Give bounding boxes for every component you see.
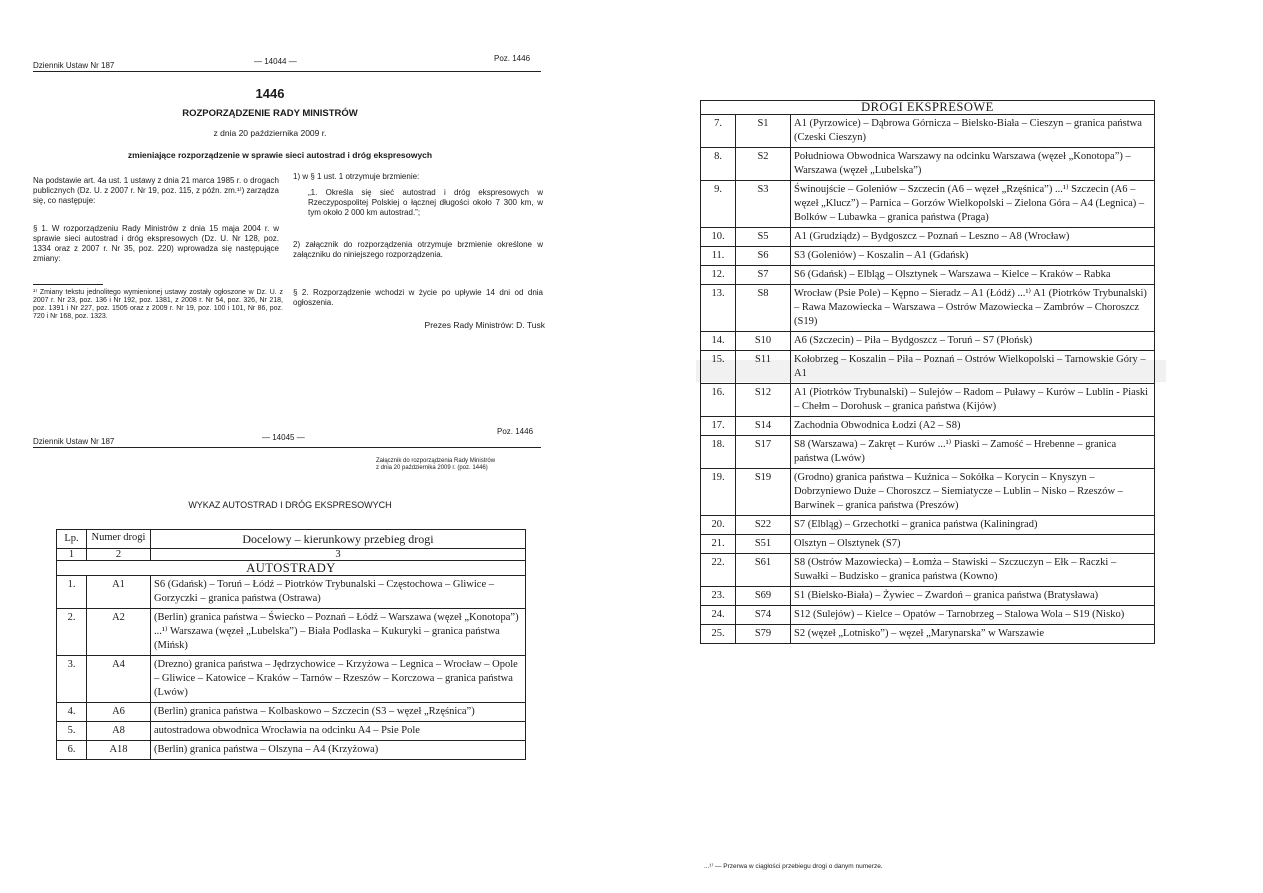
row-number: 15. — [701, 351, 736, 384]
road-number: A6 — [87, 703, 151, 722]
table-row — [701, 266, 1155, 285]
section-motorways: AUTOSTRADY — [57, 561, 526, 576]
paragraph-1: § 1. W rozporządzeniu Rady Ministrów z dnia 15 maja 2004 r. w sprawie sieci autostrad i dróg ekspresowych (Dz. U. Nr 128, poz. 1334 oraz z 2007 r. Nr 35, poz. 220) wprowadza się następujące zmiany: — [33, 224, 279, 263]
road-description: S12 (Sulejów) – Kielce – Opatów – Tarnobrzeg – Stalowa Wola – S19 (Nisko) — [791, 606, 1155, 625]
row-number: 19. — [701, 469, 736, 516]
paragraph-2: § 2. Rozporządzenie wchodzi w życie po upływie 14 dni od dnia ogłoszenia. — [293, 288, 543, 307]
right-footnote: ...¹⁾ — Przerwa w ciągłości przebiegu drogi o danym numerze. — [704, 863, 883, 870]
road-number: S12 — [736, 384, 791, 417]
row-number: 14. — [701, 332, 736, 351]
row-number: 12. — [701, 266, 736, 285]
page-header-right: Poz. 1446 — [494, 54, 531, 63]
table-row — [701, 285, 1155, 332]
road-description: S1 (Bielsko-Biała) – Żywiec – Zwardoń – granica państwa (Bratysława) — [791, 587, 1155, 606]
road-description: (Grodno) granica państwa – Kuźnica – Sokółka – Korycin – Knyszyn – Dobrzyniewo Duże – Choroszcz – Siemiatycze – Lublin – Nisko – Rzeszów – Barwinek – granica państwa (Preszów) — [791, 469, 1155, 516]
road-description: A1 (Grudziądz) – Bydgoszcz – Poznań – Leszno – A8 (Wrocław) — [791, 228, 1155, 247]
table-row — [57, 576, 526, 609]
amendment-quote: „1. Określa się sieć autostrad i dróg ekspresowych w Rzeczypospolitej Polskiej o łącznej długości około 7 300 km, w tym około 2 000 km autostrad.”; — [308, 188, 543, 217]
road-description: S8 (Ostrów Mazowiecka) – Łomża – Stawiski – Szczuczyn – Ełk – Raczki – Suwałki – Budzisko – granica państwa (Kowno) — [791, 554, 1155, 587]
road-description: Wrocław (Psie Pole) – Kępno – Sieradz – A1 (Łódź) ...¹⁾ A1 (Piotrków Trybunalski) – Rawa Mazowiecka – Warszawa – Ostrów Mazowiecka – Zambrów – Choroszcz (S19) — [791, 285, 1155, 332]
table-row — [57, 741, 526, 760]
road-number: A2 — [87, 609, 151, 656]
page-header-left-2: Dziennik Ustaw Nr 187 — [33, 437, 115, 446]
table-row — [701, 228, 1155, 247]
road-number: S1 — [736, 115, 791, 148]
header-lp: Lp. — [57, 530, 87, 549]
table-row — [701, 535, 1155, 554]
header-rule — [33, 71, 541, 72]
act-title: ROZPORZĄDZENIE RADY MINISTRÓW — [182, 108, 358, 119]
road-description: (Berlin) granica państwa – Kolbaskowo – Szczecin (S3 – węzeł „Rzęśnica”) — [151, 703, 526, 722]
table-row — [701, 469, 1155, 516]
section-expressways: DROGI EKSPRESOWE — [701, 100, 1155, 115]
road-description: (Berlin) granica państwa – Świecko – Poznań – Łódź – Warszawa (węzeł „Konotopa”) ...¹⁾ Warszawa (węzeł „Lubelska”) – Biała Podlaska – Kukuryki – granica państwa (Mińsk) — [151, 609, 526, 656]
table-row — [701, 148, 1155, 181]
road-number: S74 — [736, 606, 791, 625]
road-description: S6 (Gdańsk) – Elbląg – Olsztynek – Warszawa – Kielce – Kraków – Rabka — [791, 266, 1155, 285]
road-description: autostradowa obwodnica Wrocławia na odcinku A4 – Psie Pole — [151, 722, 526, 741]
road-number: S6 — [736, 247, 791, 266]
preamble: Na podstawie art. 4a ust. 1 ustawy z dnia 21 marca 1985 r. o drogach publicznych (Dz. U. z 2007 r. Nr 19, poz. 115, z późn. zm.¹⁾) zarządza się, co następuje: — [33, 176, 279, 205]
row-number: 9. — [701, 181, 736, 228]
index-3: 3 — [151, 549, 526, 561]
table-row — [701, 587, 1155, 606]
row-number: 10. — [701, 228, 736, 247]
road-description: Olsztyn – Olsztynek (S7) — [791, 535, 1155, 554]
road-description: Południowa Obwodnica Warszawy na odcinku Warszawa (węzeł „Konotopa”) – Warszawa (węzeł „Lubelska”) — [791, 148, 1155, 181]
road-number: S2 — [736, 148, 791, 181]
table-row — [701, 625, 1155, 644]
annex-note-line-2: z dnia 20 października 2009 r. (poz. 1446) — [376, 465, 488, 471]
row-number: 4. — [57, 703, 87, 722]
road-number: S8 — [736, 285, 791, 332]
road-description: A6 (Szczecin) – Piła – Bydgoszcz – Toruń – S7 (Płońsk) — [791, 332, 1155, 351]
footnote: ¹⁾ Zmiany tekstu jednolitego wymienionej ustawy zostały ogłoszone w Dz. U. z 2007 r. Nr 23, poz. 136 i Nr 192, poz. 1381, z 2008 r. Nr 54, poz. 326, Nr 218, poz. 1391 i Nr 227, poz. 1505 oraz z 2009 r. Nr 19, poz. 100 i 101, Nr 86, poz. 720 i Nr 168, poz. 1323. — [33, 289, 283, 320]
row-number: 2. — [57, 609, 87, 656]
road-number: A1 — [87, 576, 151, 609]
road-number: S11 — [736, 351, 791, 384]
table-row — [701, 384, 1155, 417]
signature: Prezes Rady Ministrów: D. Tusk — [424, 320, 545, 330]
road-number: A18 — [87, 741, 151, 760]
road-description: (Drezno) granica państwa – Jędrzychowice – Krzyżowa – Legnica – Wrocław – Opole – Gliwice – Katowice – Kraków – Tarnów – Rzeszów – Korczowa – granica państwa (Lwów) — [151, 656, 526, 703]
row-number: 16. — [701, 384, 736, 417]
annex-note — [376, 458, 546, 472]
row-number: 13. — [701, 285, 736, 332]
table-row — [701, 554, 1155, 587]
act-number: 1446 — [255, 86, 285, 101]
header-description: Docelowy – kierunkowy przebieg drogi — [151, 530, 526, 549]
list-title: WYKAZ AUTOSTRAD I DRÓG EKSPRESOWYCH — [188, 500, 392, 510]
table-row — [701, 247, 1155, 266]
road-number: A4 — [87, 656, 151, 703]
road-number: S3 — [736, 181, 791, 228]
row-number: 8. — [701, 148, 736, 181]
row-number: 21. — [701, 535, 736, 554]
act-date: z dnia 20 października 2009 r. — [213, 128, 327, 138]
road-description: S8 (Warszawa) – Zakręt – Kurów ...¹⁾ Piaski – Zamość – Hrebenne – granica państwa (Lwów) — [791, 436, 1155, 469]
table-row — [57, 656, 526, 703]
section-row — [57, 561, 526, 576]
table-row — [57, 703, 526, 722]
table-row — [57, 609, 526, 656]
road-description: (Berlin) granica państwa – Olszyna – A4 (Krzyżowa) — [151, 741, 526, 760]
road-number: S51 — [736, 535, 791, 554]
road-number: S5 — [736, 228, 791, 247]
row-number: 6. — [57, 741, 87, 760]
road-number: S10 — [736, 332, 791, 351]
row-number: 24. — [701, 606, 736, 625]
row-number: 17. — [701, 417, 736, 436]
annex-note-line-1: Załącznik do rozporządzenia Rady Ministrów — [376, 458, 496, 464]
road-number: S69 — [736, 587, 791, 606]
road-description: A1 (Piotrków Trybunalski) – Sulejów – Radom – Puławy – Kurów – Lublin - Piaski – Chełm – Dorohusk – granica państwa (Kijów) — [791, 384, 1155, 417]
expressways-table — [700, 100, 1155, 644]
page-number: — 14044 — — [254, 57, 297, 66]
page-header-left: Dziennik Ustaw Nr 187 — [33, 61, 115, 70]
page-number-2: — 14045 — — [262, 433, 305, 442]
table-row — [701, 332, 1155, 351]
table-row — [701, 516, 1155, 535]
header-road-number: Numer drogi — [87, 530, 151, 549]
amendment-item-2: 2) załącznik do rozporządzenia otrzymuje brzmienie określone w załączniku do niniejszego rozporządzenia. — [293, 240, 543, 259]
road-number: S17 — [736, 436, 791, 469]
table-row — [701, 436, 1155, 469]
road-description: A1 (Pyrzowice) – Dąbrowa Górnicza – Bielsko-Biała – Cieszyn – granica państwa (Czeski Cieszyn) — [791, 115, 1155, 148]
road-description: S6 (Gdańsk) – Toruń – Łódź – Piotrków Trybunalski – Częstochowa – Gliwice – Gorzyczki – granica państwa (Ostrawa) — [151, 576, 526, 609]
row-number: 7. — [701, 115, 736, 148]
row-number: 18. — [701, 436, 736, 469]
row-number: 1. — [57, 576, 87, 609]
road-description: S3 (Goleniów) – Koszalin – A1 (Gdańsk) — [791, 247, 1155, 266]
table-row — [701, 606, 1155, 625]
road-number: S79 — [736, 625, 791, 644]
row-number: 3. — [57, 656, 87, 703]
road-description: S7 (Elbląg) – Grzechotki – granica państwa (Kaliningrad) — [791, 516, 1155, 535]
table-header-row — [57, 530, 526, 549]
index-1: 1 — [57, 549, 87, 561]
road-number: S19 — [736, 469, 791, 516]
road-number: A8 — [87, 722, 151, 741]
row-number: 5. — [57, 722, 87, 741]
row-number: 22. — [701, 554, 736, 587]
section-row-expressways — [701, 100, 1155, 115]
table-row — [701, 181, 1155, 228]
footnote-rule — [33, 284, 103, 285]
motorways-table — [56, 529, 526, 760]
road-number: S14 — [736, 417, 791, 436]
road-number: S22 — [736, 516, 791, 535]
row-number: 23. — [701, 587, 736, 606]
table-row — [701, 115, 1155, 148]
row-number: 25. — [701, 625, 736, 644]
road-number: S61 — [736, 554, 791, 587]
road-description: Zachodnia Obwodnica Łodzi (A2 – S8) — [791, 417, 1155, 436]
header-rule-2 — [33, 447, 541, 448]
row-number: 20. — [701, 516, 736, 535]
table-row — [701, 351, 1155, 384]
table-index-row — [57, 549, 526, 561]
act-subject: zmieniające rozporządzenie w sprawie sieci autostrad i dróg ekspresowych — [127, 150, 433, 160]
table-row — [701, 417, 1155, 436]
road-description: Kołobrzeg – Koszalin – Piła – Poznań – Ostrów Wielkopolski – Tarnowskie Góry – A1 — [791, 351, 1155, 384]
road-description: S2 (węzeł „Lotnisko”) – węzeł „Marynarska” w Warszawie — [791, 625, 1155, 644]
page-header-right-2: Poz. 1446 — [497, 427, 534, 436]
road-description: Świnoujście – Goleniów – Szczecin (A6 – węzeł „Rzęśnica”) ...¹⁾ Szczecin (A6 – węzeł „Klucz”) – Parnica – Gorzów Wielkopolski – Zielona Góra – A4 (Legnica) – Bolków – Lubawka – granica państwa (Praga) — [791, 181, 1155, 228]
row-number: 11. — [701, 247, 736, 266]
road-number: S7 — [736, 266, 791, 285]
table-row — [57, 722, 526, 741]
index-2: 2 — [87, 549, 151, 561]
amendment-item-1: 1) w § 1 ust. 1 otrzymuje brzmienie: — [293, 172, 420, 181]
